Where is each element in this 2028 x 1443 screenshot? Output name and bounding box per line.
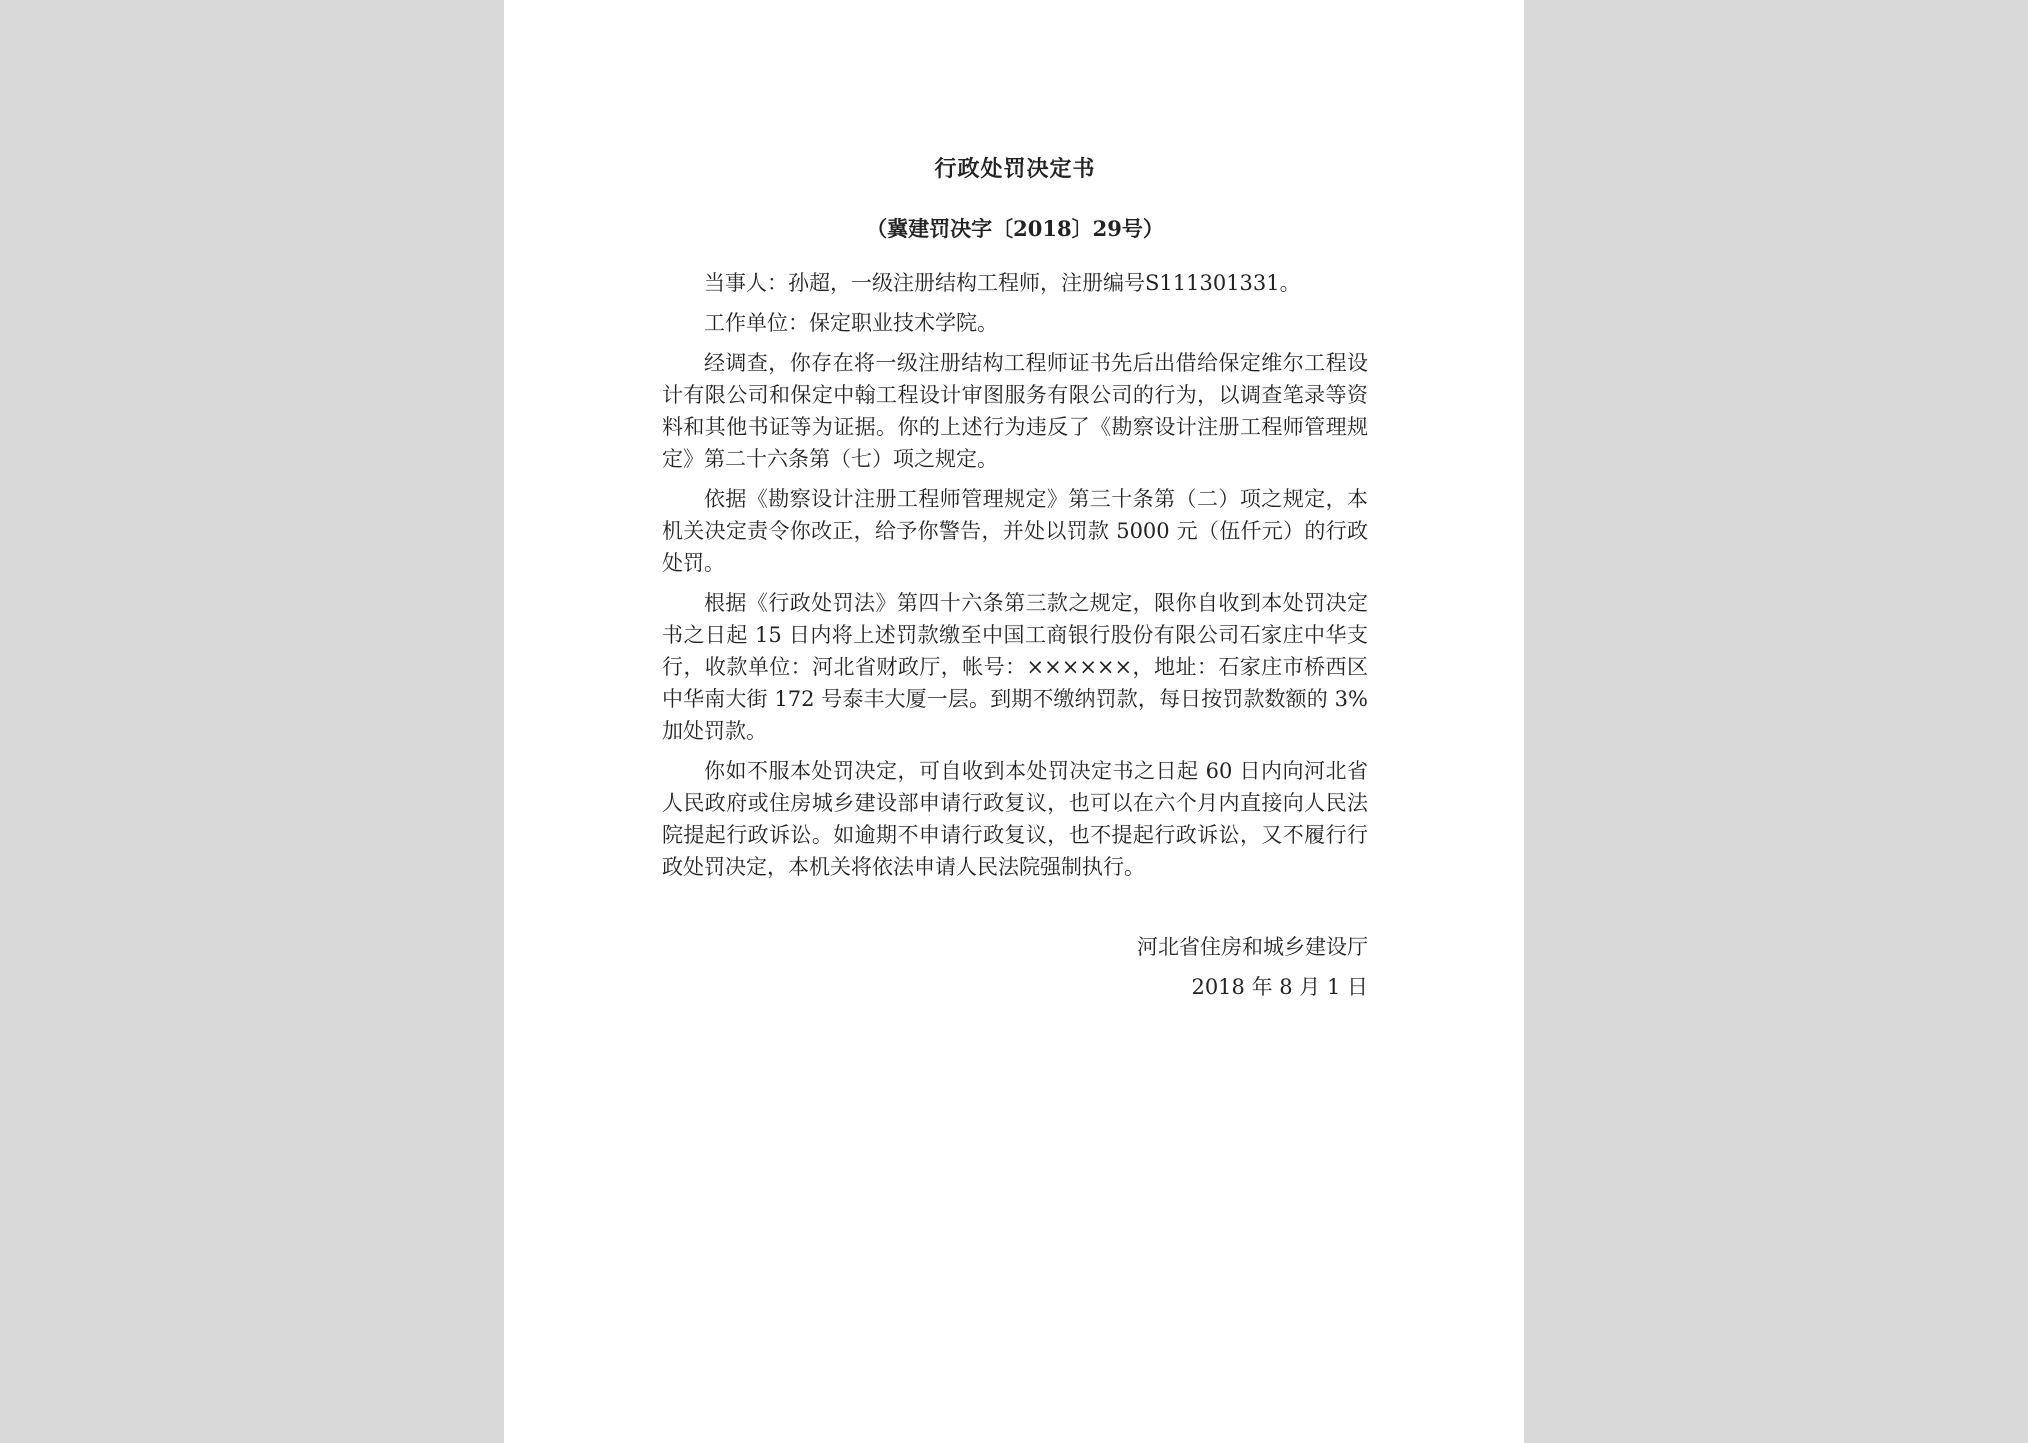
document-title: 行政处罚决定书 [934, 156, 1096, 182]
payment-paragraph: 根据《行政处罚法》第四十六条第三款之规定，限你自收到本处罚决定书之日起 15 日内将上述罚款缴至中国工商银行股份有限公司石家庄中华支行，收款单位：河北省财政厅，帐号：××××××，地址：石家庄市桥西区中华南大街 172 号泰丰大厦一层。到期不缴纳罚款，每日按罚款数额的 3%加处罚款。 [662, 591, 1368, 743]
issue-date: 2018 年 8 月 1 日 [1191, 975, 1368, 999]
employer-paragraph: 工作单位：保定职业技术学院。 [704, 311, 998, 335]
document-content [662, 140, 1368, 1007]
penalty-paragraph: 依据《勘察设计注册工程师管理规定》第三十条第（二）项之规定，本机关决定责令你改正，给予你警告，并处以罚款 5000 元（伍仟元）的行政处罚。 [662, 487, 1368, 575]
investigation-paragraph: 经调查，你存在将一级注册结构工程师证书先后出借给保定维尔工程设计有限公司和保定中翰工程设计审图服务有限公司的行为，以调查笔录等资料和其他书证等为证据。你的上述行为违反了《勘察设计注册工程师管理规定》第二十六条第（七）项之规定。 [662, 351, 1368, 471]
document-number: （冀建罚决字〔2018〕29号） [866, 216, 1164, 241]
signature-block [662, 927, 1368, 1007]
issuer-name: 河北省住房和城乡建设厅 [1137, 935, 1368, 959]
appeal-paragraph: 你如不服本处罚决定，可自收到本处罚决定书之日起 60 日内向河北省人民政府或住房城乡建设部申请行政复议，也可以在六个月内直接向人民法院提起行政诉讼。如逾期不申请行政复议，也不提起行政诉讼，又不履行行政处罚决定，本机关将依法申请人民法院强制执行。 [662, 759, 1368, 879]
document-page [504, 0, 1524, 1443]
party-paragraph: 当事人：孙超，一级注册结构工程师，注册编号S111301331。 [704, 271, 1301, 295]
